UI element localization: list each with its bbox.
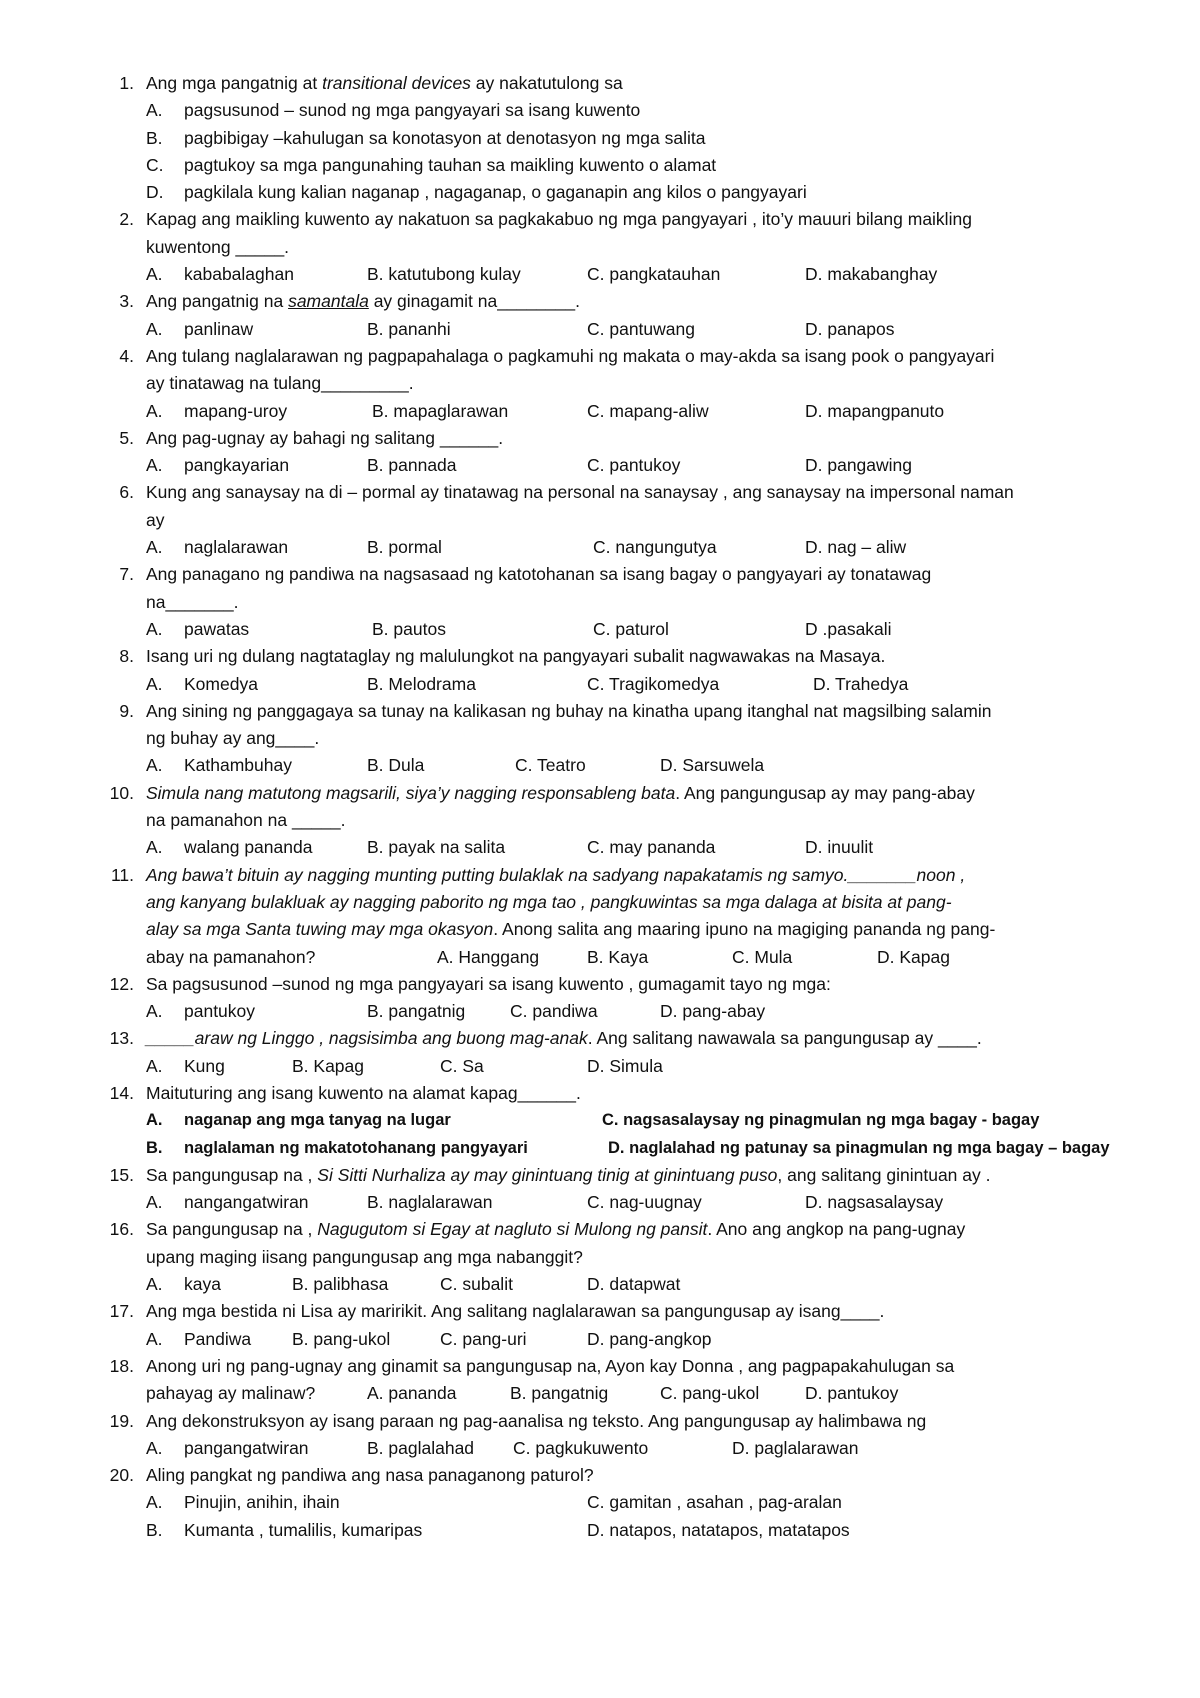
choices-row: A. pantukoy B. pangatnig C. pandiwa D. pang-abay xyxy=(146,1001,766,1022)
question-19: 19. Ang dekonstruksyon ay isang paraan ng pag-aanalisa ng teksto. Ang pangungusap ay halimbawa ng xyxy=(109,1410,927,1431)
question-14: 14. Maituturing ang isang kuwento na alamat kapag______. xyxy=(109,1082,581,1103)
choices-row: A. naglalarawan B. pormal C. nangungutya D. nag – aliw xyxy=(146,537,907,558)
choices-row: A. kababalaghan B. katutubong kulay C. pangkatauhan D. makabanghay xyxy=(146,264,938,285)
choices-row: B. naglalaman ng makatotohanang pangyayari D. naglalahad ng patunay sa pinagmulan ng mga bagay – bagay xyxy=(146,1138,1110,1157)
choices-row: A. naganap ang mga tanyag na lugar C. nagsasalaysay ng pinagmulan ng mga bagay - bagay xyxy=(146,1111,1040,1130)
question-3: 3. Ang pangatnig na samantala ay ginagamit na________. xyxy=(119,291,580,312)
choices-row: A. Komedya B. Melodrama C. Tragikomedya D. Trahedya xyxy=(146,673,909,694)
choices-row: A. panlinaw B. pananhi C. pantuwang D. panapos xyxy=(146,318,895,339)
question-11: 11. Ang bawa’t bituin ay nagging munting putting bulaklak na sadyang napakatamis ng samyo._______noon , xyxy=(110,864,966,885)
question-16: 16. Sa pangungusap na , Nagugutom si Egay at nagluto si Mulong ng pansit. Ano ang angkop na pang-ugnay xyxy=(109,1219,966,1240)
choice-c: C. pagtukoy sa mga pangunahing tauhan sa maikling kuwento o alamat xyxy=(146,154,717,175)
choices-row: A. pawatas B. pautos C. paturol D .pasakali xyxy=(146,618,892,639)
choices-row: A. Kathambuhay B. Dula C. Teatro D. Sarsuwela xyxy=(146,755,765,776)
question-20: 20. Aling pangkat ng pandiwa ang nasa panaganong paturol? xyxy=(109,1465,594,1486)
choices-row: A. pangangatwiran B. paglalahad C. pagkukuwento D. paglalarawan xyxy=(146,1437,859,1458)
question-18: 18. Anong uri ng pang-ugnay ang ginamit sa pangungusap na, Ayon kay Donna , ang pagpapakahulugan sa xyxy=(109,1355,955,1376)
choices-row: abay na pamanahon? A. Hanggang B. Kaya C. Mula D. Kapag xyxy=(146,946,950,967)
choices-row: A. kaya B. palibhasa C. subalit D. datapwat xyxy=(146,1274,681,1295)
question-1: 1. Ang mga pangatnig at transitional devices ay nakatutulong sa xyxy=(0,70,1200,97)
choices-row: A. Pinujin, anihin, ihain C. gamitan , asahan , pag-aralan xyxy=(146,1492,842,1513)
question-13: 13. _____araw ng Linggo , nagsisimba ang buong mag-anak. Ang salitang nawawala sa pangungusap ay ____. xyxy=(109,1028,982,1049)
question-number: 1. xyxy=(119,73,134,93)
choices-row: A. pangkayarian B. pannada C. pantukoy D. pangawing xyxy=(146,455,913,476)
quiz-sheet: 1. Ang mga pangatnig at transitional devices ay nakatutulong sa A. pagsusunod – sunod ng mga pangyayari sa isang kuwento B. pagbibigay –kahulugan sa konotasyon at denotasyon ng mga salita C. pagtukoy sa mga pangunahing tauhan sa maikling kuwento o alamat D. pagkilala kung kalian naganap , nagaganap, o gaganapin ang kilos o pangyayari 2. Kapag ang maikling kuwento ay nakatuon sa pagkakabuo ng mga pangyayari , ito’y mauuri bilang maikling kuwentong _____. A. kababalaghan B. katutubong kulay C. pangkatauhan D. makabanghay 3. Ang pangatnig na samantala ay ginagamit na________. A. panlinaw B. pananhi C. pantuwang D. panapos 4. Ang tulang naglalarawan ng pagpapahalaga o pagkamuhi ng makata o may-akda sa isang pook o pangyayari ay tinatawag na tulang_________. A. mapang-uroy B. mapaglarawan C. mapang-aliw D. mapangpanuto 5. Ang pag-ugnay ay bahagi ng salitang ______. A. pangkayarian B. pannada C. pantukoy D. pangawing 6. Kung ang sanaysay na di – pormal ay tinatawag na personal na sanaysay , ang sanaysay na impersonal naman ay A. naglalarawan B. pormal C. nangungutya D. nag – aliw 7. Ang panagano ng pandiwa na nagsasaad ng katotohanan sa isang bagay o pangyayari ay tonatawag na_______. A. pawatas B. pautos C. paturol D .pasakali 8. Isang uri ng dulang nagtataglay ng malulungkot na pangyayari subalit nagwawakas na Masaya. A. Komedya B. Melodrama C. Tragikomedya D. Trahedya 9. Ang sining ng panggagaya sa tunay na kalikasan ng buhay na kinatha upang itanghal nat magsilbing salamin ng buhay ay ang____. A. Kathambuhay B. Dula C. Teatro D. Sarsuwela 10. Simula nang matutong magsarili, siya’y nagging responsableng bata. Ang pangungusap ay may pang-abay na pamanahon na _____. A. walang pananda B. payak na salita C. may pananda D. inuulit 11. Ang bawa’t bituin ay nagging munting putting bulaklak na sadyang napakatamis ng samyo._______noon , ang kanyang bulakluak ay nagging paborito ng mga tao , pangkuwintas sa mga dalaga at bisita at pang- alay sa mga Santa tuwing may mga okasyon. Anong salita ang maaring ipuno na magiging pananda ng pang- abay na pamanahon? A. Hanggang B. Kaya C. Mula D. Kapag 12. Sa pagsusunod –sunod ng mga pangyayari sa isang kuwento , gumagamit tayo ng mga: A. pantukoy B. pangatnig C. pandiwa D. pang-abay 13. _____araw ng Linggo , nagsisimba ang buong mag-anak. Ang salitang nawawala sa pangungusap ay ____. A. Kung B. Kapag C. Sa D. Simula 14. Maituturing ang isang kuwento na alamat kapag______. A. naganap ang mga tanyag na lugar C. nagsasalaysay ng pinagmulan ng mga bagay - bagay B. naglalaman ng makatotohanang pangyayari D. naglalahad ng patunay sa pinagmulan ng mga bagay – bagay 15. Sa pangungusap na , Si Sitti Nurhaliza ay may ginintuang tinig at ginintuang puso, ang salitang ginintuan ay . A. nangangatwiran B. naglalarawan C. nag-uugnay D. nagsasalaysay 16. Sa pangungusap na , Nagugutom si Egay at nagluto si Mulong ng pansit. Ano ang angkop na pang-ugnay upang maging iisang pangungusap ang mga nabanggit? A. kaya B. palibhasa C. subalit D. datapwat 17. Ang mga bestida ni Lisa ay maririkit. Ang salitang naglalarawan sa pangungusap ay isang____. A. Pandiwa B. pang-ukol C. pang-uri D. pang-angkop 18. Anong uri ng pang-ugnay ang ginamit sa pangungusap na, Ayon kay Donna , ang pagpapakahulugan sa pahayag ay malinaw? A. pananda B. pangatnig C. pang-ukol D. pantukoy 19. Ang dekonstruksyon ay isang paraan ng pag-aanalisa ng teksto. Ang pangungusap ay halimbawa ng A. pangangatwiran B. paglalahad C. pagkukuwento D. paglalarawan 20. Aling pangkat ng pandiwa ang nasa panaganong paturol? A. Pinujin, anihin, ihain C. gamitan , asahan , pag-aralan B. Kumanta , tumalilis, kumaripas D. natapos, natatapos, matatapos xyxy=(0,70,1200,1544)
choices-row: A. mapang-uroy B. mapaglarawan C. mapang-aliw D. mapangpanuto xyxy=(146,400,945,421)
choices-row: A. walang pananda B. payak na salita C. may pananda D. inuulit xyxy=(146,837,874,858)
choices-row: A. nangangatwiran B. naglalarawan C. nag-uugnay D. nagsasalaysay xyxy=(146,1192,944,1213)
choices-row: B. Kumanta , tumalilis, kumaripas D. natapos, natatapos, matatapos xyxy=(146,1519,850,1540)
choices-row: pahayag ay malinaw? A. pananda B. pangatnig C. pang-ukol D. pantukoy xyxy=(146,1383,899,1404)
question-17: 17. Ang mga bestida ni Lisa ay maririkit. Ang salitang naglalarawan sa pangungusap ay isang____. xyxy=(109,1301,885,1322)
question-5: 5. Ang pag-ugnay ay bahagi ng salitang ______. xyxy=(119,427,504,448)
question-7: 7. Ang panagano ng pandiwa na nagsasaad ng katotohanan sa isang bagay o pangyayari ay tonatawag xyxy=(119,564,932,585)
question-2: 2. Kapag ang maikling kuwento ay nakatuon sa pagkakabuo ng mga pangyayari , ito’y mauuri bilang maikling xyxy=(119,209,972,230)
choices-row: A. Pandiwa B. pang-ukol C. pang-uri D. pang-angkop xyxy=(146,1328,712,1349)
question-10: 10. Simula nang matutong magsarili, siya’y nagging responsableng bata. Ang pangungusap ay may pang-abay xyxy=(109,782,975,803)
question-12: 12. Sa pagsusunod –sunod ng mga pangyayari sa isang kuwento , gumagamit tayo ng mga: xyxy=(109,973,831,994)
choice-a: A. pagsusunod – sunod ng mga pangyayari sa isang kuwento xyxy=(146,100,641,121)
choices-row: A. Kung B. Kapag C. Sa D. Simula xyxy=(146,1055,663,1076)
question-9: 9. Ang sining ng panggagaya sa tunay na kalikasan ng buhay na kinatha upang itanghal nat magsilbing salamin xyxy=(119,700,992,721)
choice-d: D. pagkilala kung kalian naganap , nagaganap, o gaganapin ang kilos o pangyayari xyxy=(146,182,807,203)
question-8: 8. Isang uri ng dulang nagtataglay ng malulungkot na pangyayari subalit nagwawakas na Masaya. xyxy=(119,646,886,667)
question-6: 6. Kung ang sanaysay na di – pormal ay tinatawag na personal na sanaysay , ang sanaysay na impersonal naman xyxy=(119,482,1014,503)
choice-b: B. pagbibigay –kahulugan sa konotasyon at denotasyon ng mga salita xyxy=(146,127,706,148)
question-15: 15. Sa pangungusap na , Si Sitti Nurhaliza ay may ginintuang tinig at ginintuang puso, ang salitang ginintuan ay . xyxy=(109,1164,991,1185)
question-4: 4. Ang tulang naglalarawan ng pagpapahalaga o pagkamuhi ng makata o may-akda sa isang pook o pangyayari xyxy=(119,345,995,366)
